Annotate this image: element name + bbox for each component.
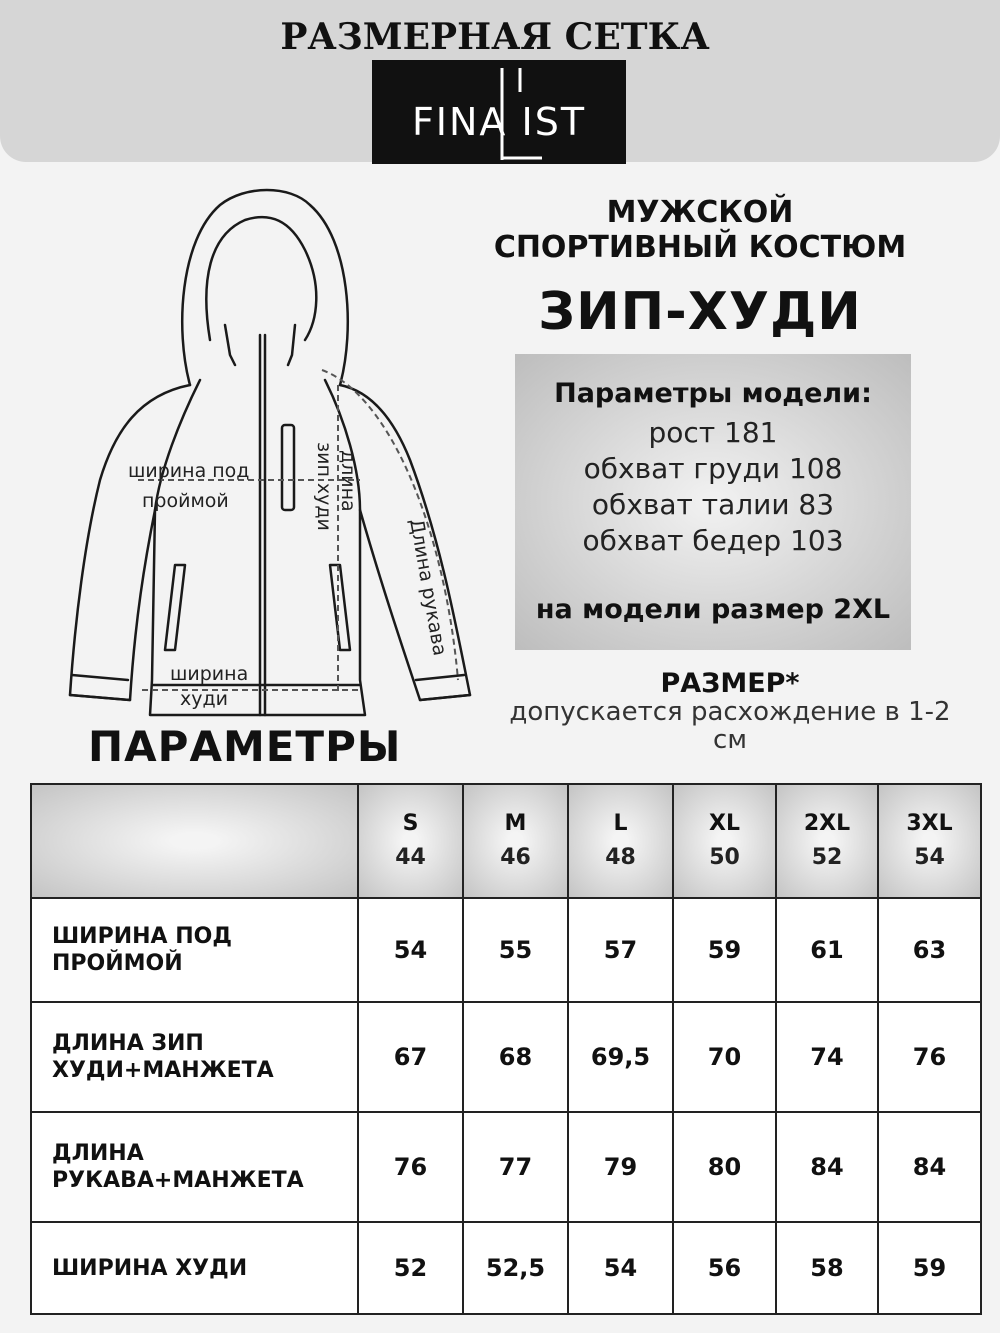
table-cell: 74 [776,1002,878,1112]
row-label: ДЛИНА ЗИП ХУДИ+МАНЖЕТА [31,1002,358,1112]
table-cell: 61 [776,898,878,1002]
hoodie-diagram [60,180,480,725]
table-cell: 79 [568,1112,673,1222]
row-label: ШИРИНА ХУДИ [31,1222,358,1314]
product-name: ЗИП-ХУДИ [538,282,862,342]
size-table [30,783,982,1315]
table-cell: 67 [358,1002,463,1112]
table-cell: 59 [878,1222,981,1314]
table-cell: 84 [776,1112,878,1222]
table-cell: 77 [463,1112,568,1222]
params-title: ПАРАМЕТРЫ [88,722,402,771]
chest-width-label-2: проймой [142,490,229,512]
model-height: рост 181 [648,416,778,449]
table-row [31,1222,981,1314]
body-outline [70,385,470,715]
table-cell: 76 [878,1002,981,1112]
model-waist: обхват талии 83 [591,488,835,521]
table-cell: 58 [776,1222,878,1314]
hood-inner [206,217,316,340]
chest-width-label-1: ширина под [128,460,250,482]
sleeve-length-label: Длина рукава [405,517,451,658]
product-line-2: СПОРТИВНЫЙ КОСТЮМ [493,230,907,265]
table-cell: 70 [673,1002,776,1112]
model-params-box [515,354,911,650]
left-cuff [70,675,130,700]
table-cell: 59 [673,898,776,1002]
size-header: L 48 [568,784,673,898]
size-header: 2XL 52 [776,784,878,898]
table-cell: 52,5 [463,1222,568,1314]
size-note-unit: см [713,725,747,755]
size-header: S 44 [358,784,463,898]
hoodie-width-label-1: ширина [170,663,249,685]
hoodie-width-label-2: худи [180,688,228,710]
table-cell: 52 [358,1222,463,1314]
page-title: РАЗМЕРНАЯ СЕТКА [280,16,710,58]
header-blank-cell [31,784,358,898]
model-size: на модели размер 2XL [535,594,891,625]
table-cell: 76 [358,1112,463,1222]
model-params-title: Параметры модели: [554,378,872,409]
table-cell: 63 [878,898,981,1002]
row-label: ДЛИНА РУКАВА+МАНЖЕТА [31,1112,358,1222]
table-cell: 55 [463,898,568,1002]
table-cell: 80 [673,1112,776,1222]
table-row [31,1002,981,1112]
brand-name: FINA IST [411,100,587,144]
model-chest: обхват груди 108 [583,452,843,485]
table-cell: 69,5 [568,1002,673,1112]
row-label: ШИРИНА ПОД ПРОЙМОЙ [31,898,358,1002]
brand-logo [372,60,626,164]
size-note-text: допускается расхождение в 1-2 [509,697,951,727]
model-hips: обхват бедер 103 [582,524,844,557]
size-header: 3XL 54 [878,784,981,898]
size-header-row [31,784,981,898]
table-cell: 54 [568,1222,673,1314]
table-cell: 68 [463,1002,568,1112]
size-header: XL 50 [673,784,776,898]
product-line-1: МУЖСКОЙ [606,195,794,230]
size-header: M 46 [463,784,568,898]
length-label-1: длина [337,450,359,512]
size-note-title: РАЗМЕР* [660,668,800,699]
table-cell: 84 [878,1112,981,1222]
right-pocket [330,565,350,650]
chest-pocket [282,425,294,510]
table-cell: 54 [358,898,463,1002]
table-row [31,1112,981,1222]
left-pocket [165,565,185,650]
table-row [31,898,981,1002]
table-cell: 57 [568,898,673,1002]
table-cell: 56 [673,1222,776,1314]
length-label-2: зип худи [313,442,335,531]
